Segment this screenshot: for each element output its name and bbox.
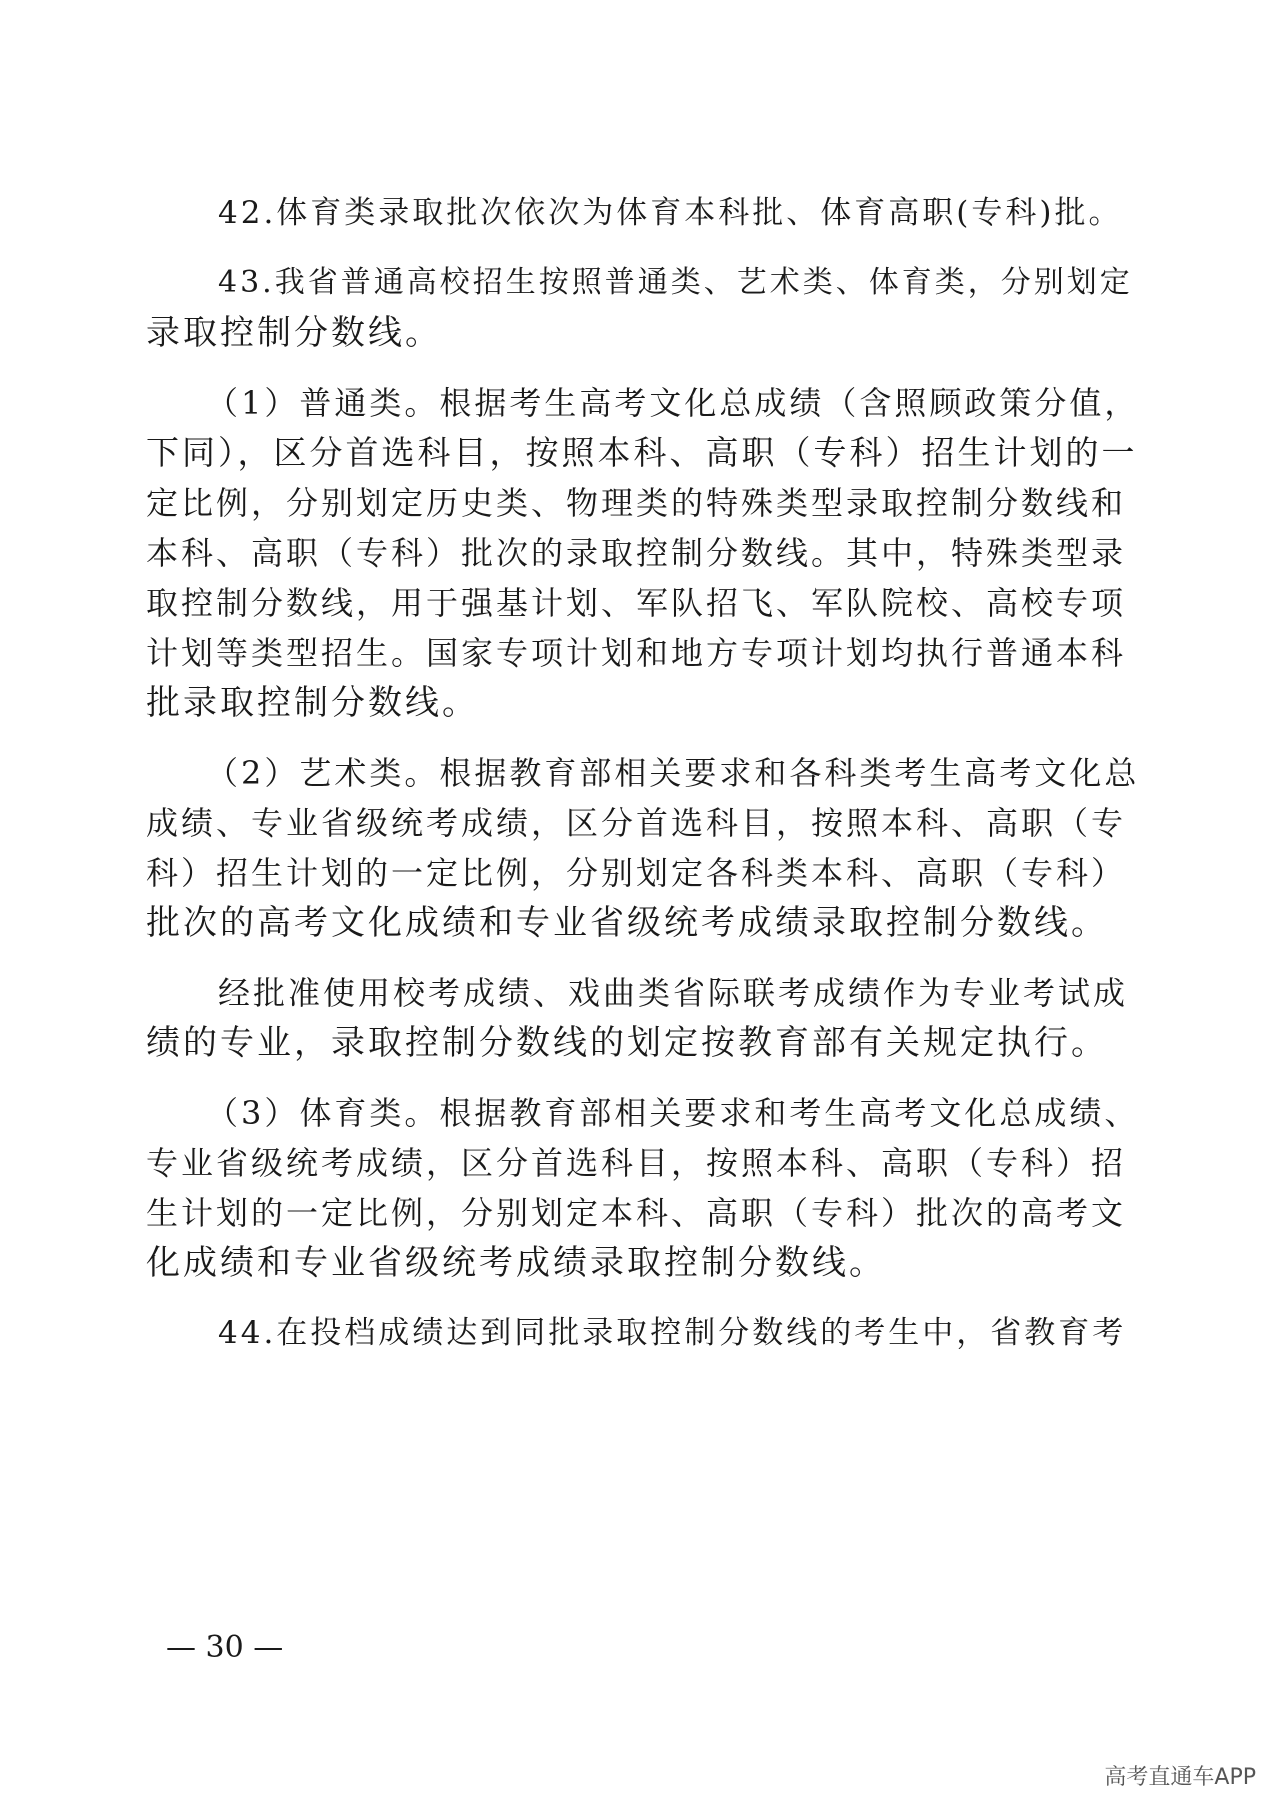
paragraph-exam-line-2: 绩的专业，录取控制分数线的划定按教育部有关规定执行。 xyxy=(146,1023,1108,1063)
paragraph-43-line-2: 录取控制分数线。 xyxy=(146,313,442,353)
paragraph-general-line-7: 批录取控制分数线。 xyxy=(146,683,479,723)
paragraph-42-line-1: 42.体育类录取批次依次为体育本科批、体育高职(专科)批。 xyxy=(218,195,1123,231)
paragraph-sports-line-1: （3）体育类。根据教育部相关要求和考生高考文化总成绩、 xyxy=(206,1094,1140,1132)
app-watermark: 高考直通车APP xyxy=(1104,1765,1256,1790)
page-number: — 30 — xyxy=(166,1630,284,1665)
paragraph-art-line-2: 成绩、专业省级统考成绩，区分首选科目，按照本科、高职（专 xyxy=(146,804,1127,842)
paragraph-43-line-1: 43.我省普通高校招生按照普通类、艺术类、体育类，分别划定 xyxy=(218,265,1133,300)
paragraph-44-line-1: 44.在投档成绩达到同批录取控制分数线的考生中，省教育考 xyxy=(218,1315,1127,1351)
paragraph-art-line-1: （2）艺术类。根据教育部相关要求和各科类考生高考文化总 xyxy=(206,754,1140,792)
paragraph-sports-line-3: 生计划的一定比例，分别划定本科、高职（专科）批次的高考文 xyxy=(146,1194,1127,1232)
paragraph-general-line-4: 本科、高职（专科）批次的录取控制分数线。其中，特殊类型录 xyxy=(146,534,1127,572)
paragraph-general-line-5: 取控制分数线，用于强基计划、军队招飞、军队院校、高校专项 xyxy=(146,584,1127,622)
paragraph-art-line-3: 科）招生计划的一定比例，分别划定各科类本科、高职（专科） xyxy=(146,854,1127,892)
paragraph-art-line-4: 批次的高考文化成绩和专业省级统考成绩录取控制分数线。 xyxy=(146,903,1108,943)
paragraph-exam-line-1: 经批准使用校考成绩、戏曲类省际联考成绩作为专业考试成 xyxy=(218,974,1129,1012)
paragraph-sports-line-2: 专业省级统考成绩，区分首选科目，按照本科、高职（专科）招 xyxy=(146,1144,1127,1182)
paragraph-general-line-1: （1）普通类。根据考生高考文化总成绩（含照顾政策分值， xyxy=(206,384,1140,422)
paragraph-general-line-6: 计划等类型招生。国家专项计划和地方专项计划均执行普通本科 xyxy=(146,634,1127,672)
paragraph-general-line-2: 下同），区分首选科目，按照本科、高职（专科）招生计划的一 xyxy=(146,433,1138,472)
paragraph-general-line-3: 定比例，分别划定历史类、物理类的特殊类型录取控制分数线和 xyxy=(146,484,1127,522)
paragraph-sports-line-4: 化成绩和专业省级统考成绩录取控制分数线。 xyxy=(146,1243,886,1283)
